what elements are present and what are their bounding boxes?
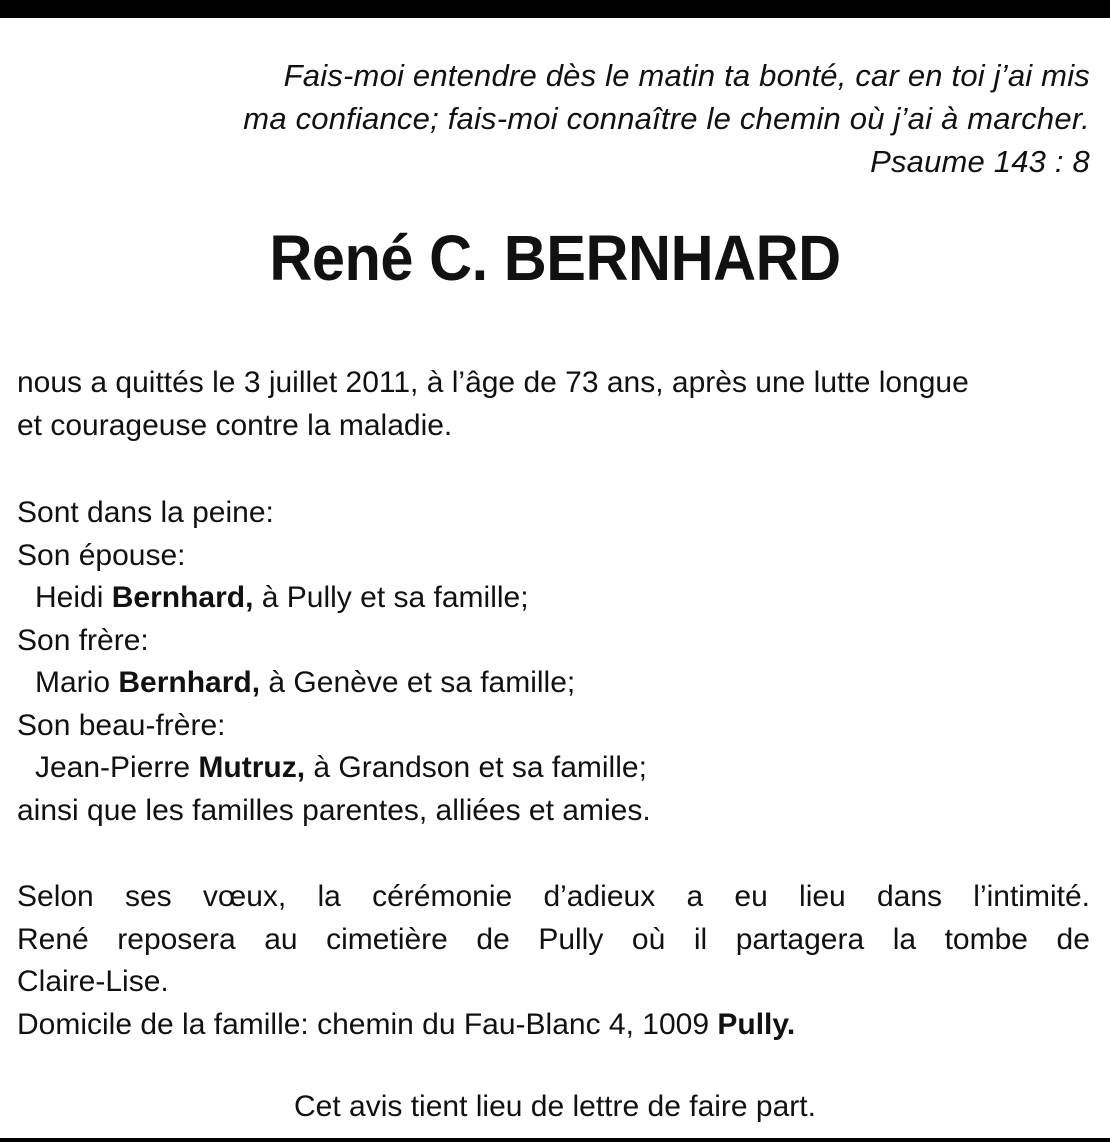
verse-line-2: ma confiance; fais-moi connaître le chemin où j’ai à marcher.	[243, 101, 1090, 136]
ceremony-line-2-word: où	[631, 922, 666, 956]
brother-in-law-entry	[17, 747, 1090, 790]
closing-note: Cet avis tient lieu de lettre de faire part.	[294, 1090, 816, 1123]
ceremony-line-2-word: Pully	[538, 922, 604, 956]
ceremony-line-1-word: Selon	[17, 880, 94, 913]
bible-verse	[30, 54, 1090, 183]
announcement	[17, 362, 1090, 447]
ceremony-line-1-word: la	[317, 880, 341, 913]
brother-in-law-location: à Grandson et sa famille;	[313, 751, 647, 784]
brother-location: à Genève et sa famille;	[268, 666, 576, 699]
ceremony-line-2-word: reposera	[117, 922, 236, 956]
brother-in-law-last-name: Mutruz,	[198, 751, 306, 784]
ceremony-line-1-word: a	[686, 880, 704, 913]
brother-label: Son frère:	[17, 623, 149, 657]
ceremony-line-2-word: René	[17, 922, 89, 956]
brother-last-name: Bernhard,	[118, 666, 261, 699]
brother-in-law-first-name: Jean-Pierre	[35, 751, 191, 784]
deceased-name: René C. BERNHARD	[269, 222, 841, 294]
ceremony-line-1-word: dans	[876, 880, 943, 913]
ceremony-line-1-word: ses	[124, 880, 172, 913]
ceremony-line-2	[17, 919, 1090, 962]
spouse-last-name: Bernhard,	[111, 581, 254, 614]
verse-reference: Psaume 143 : 8	[870, 144, 1090, 179]
ceremony-line-2-word: partagera	[735, 922, 865, 956]
ceremony-paragraph	[17, 876, 1090, 1046]
ceremony-line-2-word: il	[693, 922, 708, 956]
ceremony-line-1-word: cérémonie	[372, 880, 513, 913]
spouse-label: Son épouse:	[17, 538, 186, 572]
mourners-intro: Sont dans la peine:	[17, 496, 274, 529]
domicile-town: Pully.	[717, 1007, 796, 1041]
spouse-first-name: Heidi	[35, 581, 104, 614]
ceremony-line-1-word: l’intimité.	[973, 880, 1090, 913]
ceremony-line-2-word: de	[1056, 922, 1090, 956]
ceremony-line-2-word: la	[892, 922, 917, 956]
ceremony-line-2-word: tombe	[944, 922, 1028, 956]
ceremony-line-1-word: d’adieux	[543, 880, 656, 913]
ceremony-line-1	[17, 876, 1090, 919]
spouse-location: à Pully et sa famille;	[261, 581, 529, 614]
domicile-address: Domicile de la famille: chemin du Fau-Blanc 4, 1009	[17, 1007, 710, 1041]
brother-entry	[17, 662, 1090, 705]
brother-in-law-label: Son beau-frère:	[17, 708, 226, 742]
other-families: ainsi que les familles parentes, alliées et amies.	[17, 793, 651, 827]
ceremony-line-1-word: vœux,	[202, 880, 287, 913]
ceremony-line-2-word: au	[264, 922, 298, 956]
domicile-line	[17, 1004, 1090, 1047]
announcement-line-1: nous a quittés le 3 juillet 2011, à l’âge de 73 ans, après une lutte longue	[17, 366, 969, 399]
ceremony-line-1-word: lieu	[799, 880, 846, 913]
verse-line-1: Fais-moi entendre dès le matin ta bonté, car en toi j’ai mis	[283, 58, 1090, 93]
spouse-entry	[17, 577, 1090, 620]
brother-first-name: Mario	[35, 666, 111, 699]
mourners-list	[17, 492, 1090, 832]
bottom-rule	[0, 1138, 1110, 1142]
ceremony-line-3: Claire-Lise.	[17, 965, 169, 998]
ceremony-line-1-word: eu	[734, 880, 768, 913]
ceremony-line-2-word: de	[476, 922, 510, 956]
ceremony-line-2-word: cimetière	[326, 922, 448, 956]
top-rule	[0, 0, 1110, 18]
announcement-line-2: et courageuse contre la maladie.	[17, 408, 453, 442]
